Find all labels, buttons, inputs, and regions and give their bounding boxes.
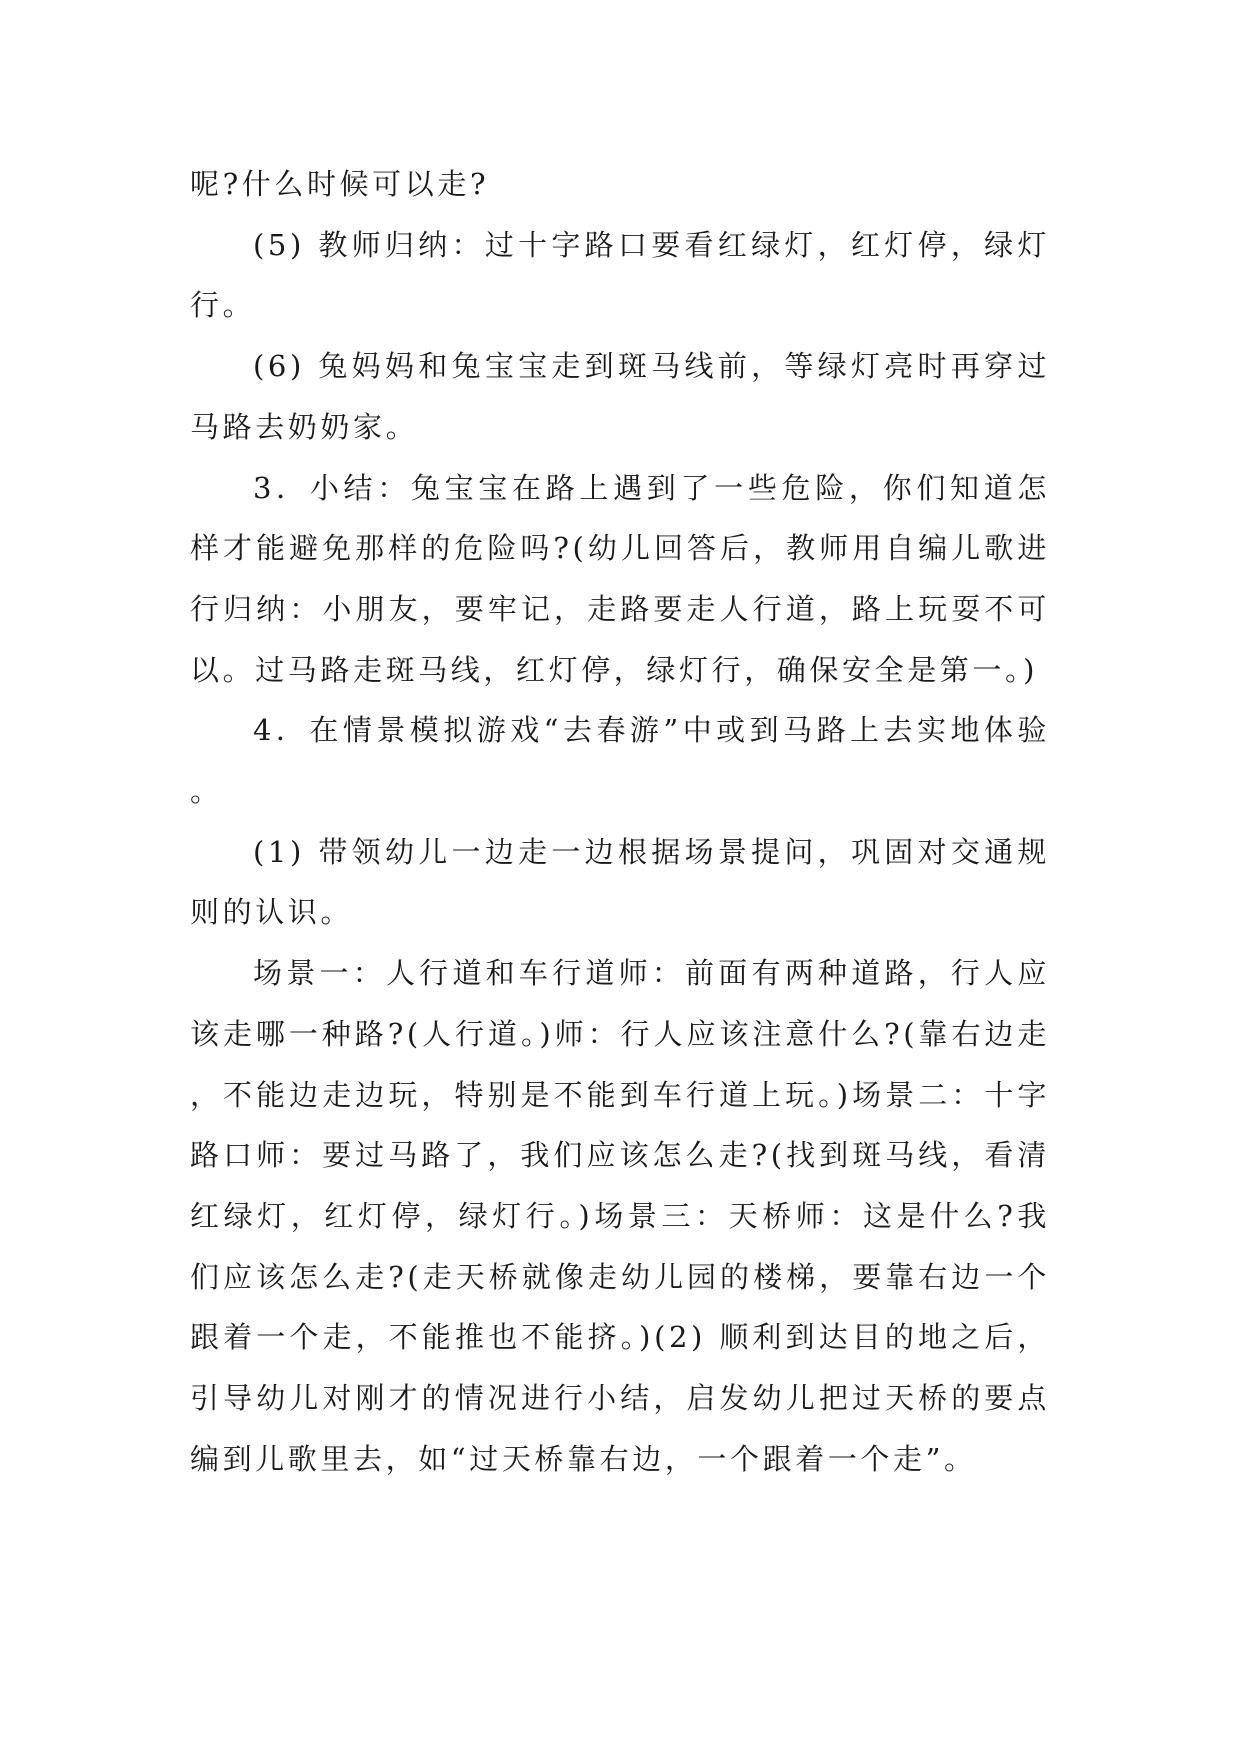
paragraph-step-5: (5) 教师归纳：过十字路口要看红绿灯，红灯停，绿灯行。	[190, 227, 1050, 323]
paragraph-scenes: 场景一：人行道和车行道师：前面有两种道路，行人应该走哪一种路?(人行道。)师：行人应该注意什么?(靠右边走，不能边走边玩，特别是不能到车行道上玩。)场景二：十字路口师：要过马路了，我们应该怎么走?(找到斑马线，看清红绿灯，红灯停，绿灯行。)场景三：天桥师：这是什么?我们应该怎么走?(走天桥就像走幼儿园的楼梯，要靠右边一个跟着一个走，不能推也不能挤。)(2) 顺利到达目的地之后，引导幼儿对刚才的情况进行小结，启发幼儿把过天桥的要点编到儿歌里去，如“过天桥靠右边，一个跟着一个走”。	[190, 956, 1050, 1476]
paragraph-activity-4: 4．在情景模拟游戏“去春游”中或到马路上去实地体验。	[190, 713, 1050, 809]
document-body	[190, 154, 1050, 1489]
paragraph-summary: 3．小结：兔宝宝在路上遇到了一些危险，你们知道怎样才能避免那样的危险吗?(幼儿回答后，教师用自编儿歌进行归纳：小朋友，要牢记，走路要走人行道，路上玩耍不可以。过马路走斑马线，红灯停，绿灯行，确保安全是第一。)	[190, 470, 1050, 687]
paragraph-continuation: 呢?什么时候可以走?	[190, 167, 490, 201]
paragraph-step-6: (6) 兔妈妈和兔宝宝走到斑马线前，等绿灯亮时再穿过马路去奶奶家。	[190, 349, 1050, 444]
paragraph-substep-1: (1) 带领幼儿一边走一边根据场景提问，巩固对交通规则的认识。	[190, 834, 1050, 930]
